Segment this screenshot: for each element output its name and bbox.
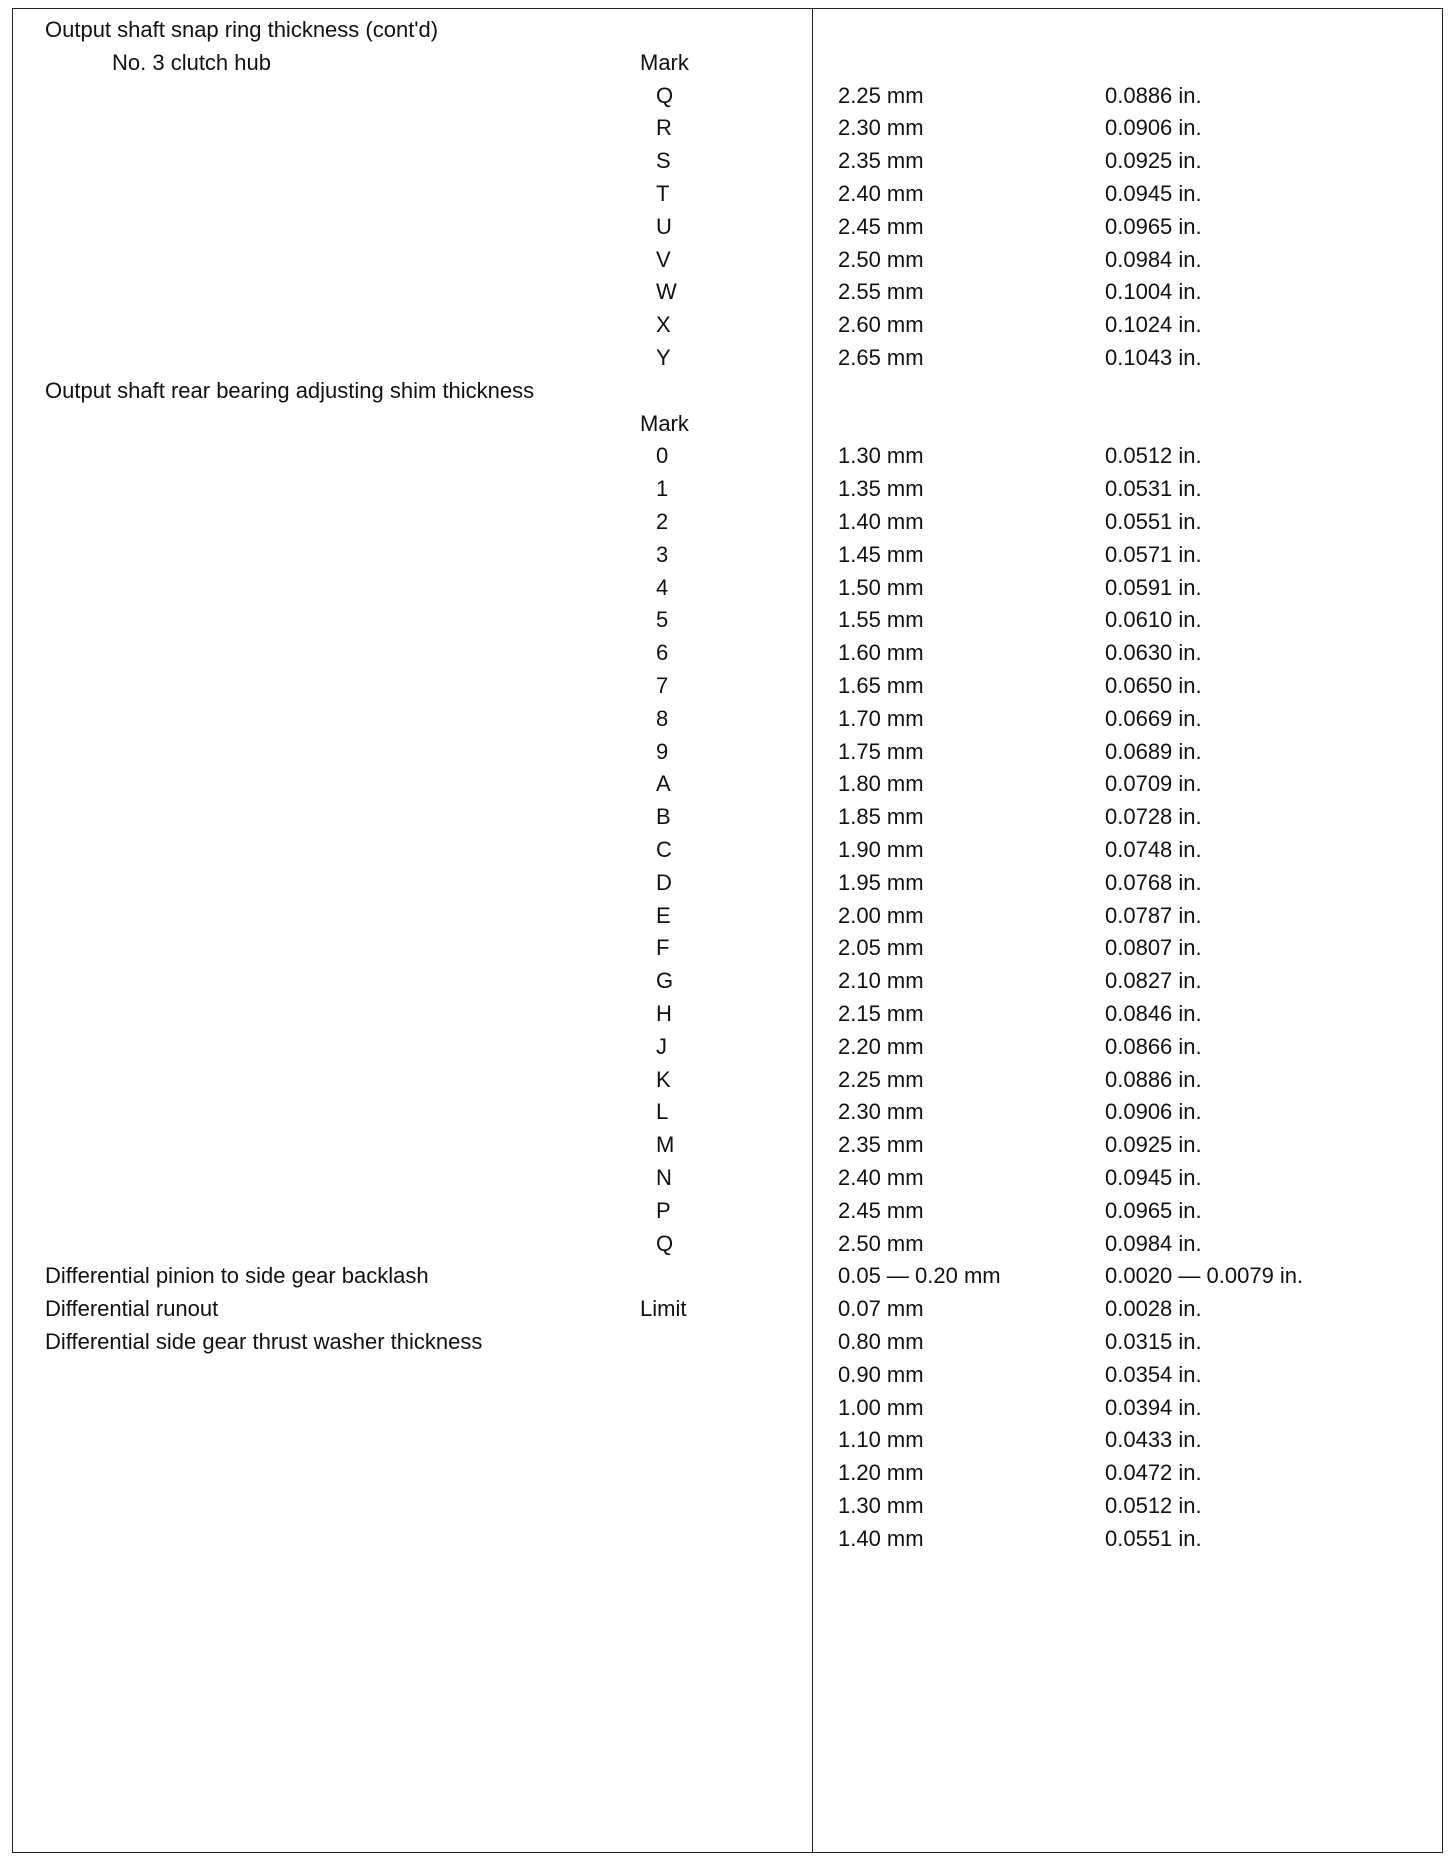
mark-cell: 4 (656, 574, 669, 600)
table-row (0, 604, 1456, 636)
metric-cell: 1.30 mm (838, 1493, 924, 1518)
table-row (0, 244, 1456, 276)
imperial-cell: 0.0394 in. (1105, 1394, 1202, 1420)
imperial-cell: 0.0886 in. (1105, 82, 1202, 108)
metric-cell: 1.00 mm (838, 1394, 924, 1420)
mark-cell: 0 (656, 443, 669, 469)
mark-cell: W (656, 279, 677, 305)
table-row (0, 112, 1456, 144)
mark-cell: 2 (656, 509, 669, 534)
mark-cell: 9 (656, 738, 669, 764)
imperial-cell: 0.0925 in. (1105, 1132, 1202, 1158)
imperial-cell: 0.0945 in. (1105, 1165, 1202, 1190)
backlash-row (0, 1260, 1456, 1292)
metric-cell: 2.60 mm (838, 312, 924, 338)
mark-cell: 5 (656, 607, 669, 633)
mark-cell: P (656, 1197, 671, 1223)
mark-cell: G (656, 968, 674, 994)
imperial-cell: 0.0906 in. (1105, 1099, 1202, 1125)
table-row (0, 1326, 1456, 1358)
imperial-cell: 0.0315 in. (1105, 1329, 1202, 1354)
table-row (0, 211, 1456, 243)
imperial-cell: 0.0709 in. (1105, 771, 1202, 797)
table-row (0, 440, 1456, 472)
table-row (0, 1064, 1456, 1096)
mark-cell: 8 (656, 705, 669, 731)
imperial-cell: 0.0472 in. (1105, 1460, 1202, 1486)
table-row (0, 539, 1456, 571)
mark-cell: Q (656, 1230, 674, 1256)
mark-header: Mark (640, 410, 689, 436)
imperial-cell: 0.0965 in. (1105, 213, 1202, 239)
metric-cell: 2.00 mm (838, 902, 924, 928)
table-row (0, 637, 1456, 669)
metric-cell: 0.80 mm (838, 1329, 924, 1354)
mark-cell: M (656, 1132, 675, 1158)
imperial-cell: 0.0787 in. (1105, 902, 1202, 928)
imperial-cell: 0.1043 in. (1105, 345, 1202, 370)
imperial-cell: 0.0807 in. (1105, 935, 1202, 961)
imperial-cell: 0.0433 in. (1105, 1427, 1202, 1453)
metric-cell: 2.40 mm (838, 181, 924, 206)
table-row (0, 900, 1456, 932)
imperial-cell: 0.0846 in. (1105, 1001, 1202, 1026)
imperial-cell: 0.0551 in. (1105, 509, 1202, 534)
table-row (0, 1523, 1456, 1555)
mark-cell: F (656, 935, 670, 961)
metric-cell: 2.30 mm (838, 115, 924, 141)
imperial-cell: 0.0669 in. (1105, 705, 1202, 731)
imperial-cell: 0.0591 in. (1105, 574, 1202, 600)
metric-cell: 2.45 mm (838, 1197, 924, 1223)
mark-cell: Y (656, 345, 671, 370)
metric-cell: 2.65 mm (838, 345, 924, 370)
table-row (0, 342, 1456, 374)
metric-cell: 1.85 mm (838, 804, 924, 830)
table-row (0, 1031, 1456, 1063)
table-row (0, 998, 1456, 1030)
table-row (0, 1424, 1456, 1456)
metric-cell: 1.35 mm (838, 476, 924, 502)
metric-cell: 1.75 mm (838, 738, 924, 764)
backlash-label: Differential pinion to side gear backlash (45, 1263, 429, 1289)
mark-cell: V (656, 246, 671, 272)
metric-cell: 1.10 mm (838, 1427, 924, 1453)
mark-cell: S (656, 148, 671, 174)
metric-cell: 2.15 mm (838, 1001, 924, 1026)
imperial-cell: 0.0610 in. (1105, 607, 1202, 633)
metric-cell: 2.55 mm (838, 279, 924, 305)
metric-cell: 1.30 mm (838, 443, 924, 469)
mark-cell: H (656, 1001, 672, 1026)
table-row (0, 670, 1456, 702)
table-row (0, 1195, 1456, 1227)
imperial-cell: 0.0748 in. (1105, 837, 1202, 862)
table-row (0, 309, 1456, 341)
mark-cell: J (656, 1033, 667, 1059)
metric-cell: 2.10 mm (838, 968, 924, 994)
metric-cell: 1.40 mm (838, 1525, 924, 1551)
table-row (0, 1457, 1456, 1489)
imperial-cell: 0.0512 in. (1105, 443, 1202, 469)
table-row (0, 801, 1456, 833)
table-row (0, 1228, 1456, 1260)
imperial-cell: 0.0028 in. (1105, 1296, 1202, 1322)
metric-cell: 1.90 mm (838, 837, 924, 862)
clutch-hub-label: No. 3 clutch hub (112, 49, 271, 75)
mark-cell: Q (656, 82, 674, 108)
mark-cell: X (656, 312, 671, 338)
mark-cell: 7 (656, 673, 669, 698)
metric-cell: 2.45 mm (838, 213, 924, 239)
imperial-cell: 0.0512 in. (1105, 1493, 1202, 1518)
rear-bearing-shim-label: Output shaft rear bearing adjusting shim thickness (45, 377, 535, 403)
table-row (0, 80, 1456, 112)
mark-cell: C (656, 837, 672, 862)
metric-cell: 2.25 mm (838, 1066, 924, 1092)
metric-cell: 2.20 mm (838, 1033, 924, 1059)
imperial-cell: 0.0984 in. (1105, 246, 1202, 272)
rear-bearing-shim-row (0, 375, 1456, 407)
imperial-cell: 0.0689 in. (1105, 738, 1202, 764)
metric-cell: 2.35 mm (838, 148, 924, 174)
section-heading-row (0, 14, 1456, 46)
metric-cell: 1.70 mm (838, 705, 924, 731)
imperial-cell: 0.0984 in. (1105, 1230, 1202, 1256)
metric-cell: 2.50 mm (838, 1230, 924, 1256)
table-row (0, 473, 1456, 505)
imperial-cell: 0.0551 in. (1105, 1525, 1202, 1551)
table-row (0, 1392, 1456, 1424)
metric-cell: 2.35 mm (838, 1132, 924, 1158)
imperial-cell: 0.0827 in. (1105, 968, 1202, 994)
mark-cell: 1 (656, 476, 669, 502)
limit-label: Limit (640, 1296, 687, 1322)
table-row (0, 867, 1456, 899)
imperial-cell: 0.0945 in. (1105, 181, 1202, 206)
metric-cell: 2.30 mm (838, 1099, 924, 1125)
table-row (0, 965, 1456, 997)
table-row (0, 178, 1456, 210)
imperial-cell: 0.0354 in. (1105, 1361, 1202, 1387)
mark-cell: K (656, 1066, 671, 1092)
metric-cell: 0.07 mm (838, 1296, 924, 1322)
imperial-cell: 0.0768 in. (1105, 869, 1202, 895)
table-row (0, 1096, 1456, 1128)
table-row (0, 736, 1456, 768)
metric-cell: 1.55 mm (838, 607, 924, 633)
table-row (0, 768, 1456, 800)
metric-cell: 1.60 mm (838, 640, 924, 666)
table-row (0, 1490, 1456, 1522)
metric-cell: 1.45 mm (838, 541, 924, 567)
metric-cell: 2.40 mm (838, 1165, 924, 1190)
imperial-cell: 0.0531 in. (1105, 476, 1202, 502)
imperial-cell: 0.0571 in. (1105, 541, 1202, 567)
imperial-cell: 0.0728 in. (1105, 804, 1202, 830)
metric-cell: 2.25 mm (838, 82, 924, 108)
mark-cell: B (656, 804, 671, 830)
metric-cell: 2.50 mm (838, 246, 924, 272)
metric-cell: 2.05 mm (838, 935, 924, 961)
metric-cell: 1.95 mm (838, 869, 924, 895)
mark-cell: E (656, 902, 671, 928)
table-row (0, 932, 1456, 964)
mark-cell: 3 (656, 541, 669, 567)
imperial-cell: 0.0020 — 0.0079 in. (1105, 1263, 1304, 1289)
table-row (0, 506, 1456, 538)
clutch-hub-row (0, 47, 1456, 79)
mark-cell: R (656, 115, 672, 141)
table-row (0, 834, 1456, 866)
metric-cell: 0.05 — 0.20 mm (838, 1263, 1001, 1289)
metric-cell: 1.40 mm (838, 509, 924, 534)
imperial-cell: 0.0886 in. (1105, 1066, 1202, 1092)
metric-cell: 1.20 mm (838, 1460, 924, 1486)
imperial-cell: 0.0630 in. (1105, 640, 1202, 666)
imperial-cell: 0.0925 in. (1105, 148, 1202, 174)
mark-cell: T (656, 181, 670, 206)
imperial-cell: 0.0906 in. (1105, 115, 1202, 141)
mark-header-row (0, 408, 1456, 440)
imperial-cell: 0.0965 in. (1105, 1197, 1202, 1223)
metric-cell: 0.90 mm (838, 1361, 924, 1387)
mark-cell: U (656, 213, 672, 239)
imperial-cell: 0.1024 in. (1105, 312, 1202, 338)
metric-cell: 1.80 mm (838, 771, 924, 797)
table-row (0, 572, 1456, 604)
metric-cell: 1.65 mm (838, 673, 924, 698)
thrust-washer-label: Differential side gear thrust washer thickness (45, 1329, 483, 1354)
section-heading: Output shaft snap ring thickness (cont'd) (45, 17, 439, 42)
mark-cell: D (656, 869, 672, 895)
mark-cell: A (656, 771, 671, 797)
mark-header: Mark (640, 49, 689, 75)
table-row (0, 1129, 1456, 1161)
mark-cell: L (656, 1099, 669, 1125)
table-row (0, 145, 1456, 177)
mark-cell: N (656, 1165, 672, 1190)
table-row (0, 1359, 1456, 1391)
imperial-cell: 0.1004 in. (1105, 279, 1202, 305)
imperial-cell: 0.0866 in. (1105, 1033, 1202, 1059)
runout-row (0, 1293, 1456, 1325)
runout-label: Differential runout (45, 1296, 219, 1322)
table-row (0, 1162, 1456, 1194)
table-row (0, 276, 1456, 308)
mark-cell: 6 (656, 640, 669, 666)
imperial-cell: 0.0650 in. (1105, 673, 1202, 698)
metric-cell: 1.50 mm (838, 574, 924, 600)
table-row (0, 703, 1456, 735)
